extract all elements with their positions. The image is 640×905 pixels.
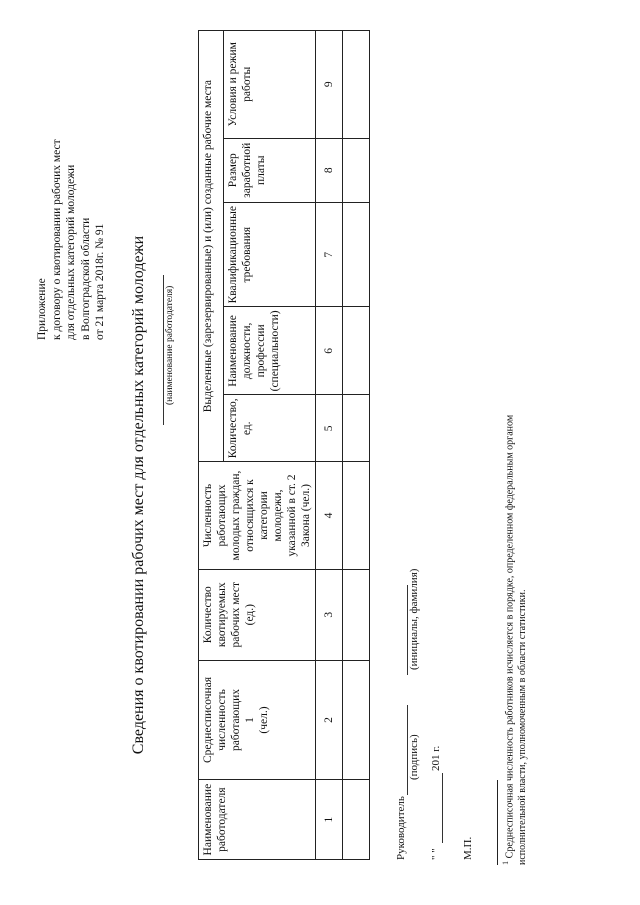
- column-number: 5: [316, 395, 343, 462]
- header-allocated-places: Выделенные (зарезервированные) и (или) созданные рабочие места: [199, 31, 224, 462]
- header-qualification: Квалификационные требования: [224, 203, 316, 307]
- column-number: 4: [316, 462, 343, 569]
- empty-data-row: [343, 31, 370, 860]
- header-quota-count: Количество квотируемых рабочих мест (ед.): [199, 569, 316, 660]
- column-number: 3: [316, 569, 343, 660]
- appendix-line-5: от 21 марта 2018г. № 91: [94, 223, 106, 340]
- footnote-rule: [497, 780, 498, 865]
- appendix-line-3: для отдельных категорий молодежи: [65, 164, 77, 340]
- appendix-line-4: в Волгоградской области: [79, 217, 92, 340]
- column-numbers-row: [316, 31, 343, 860]
- header-young-workers: Численность работающих молодых граждан, относящихся к категории молодежи, указанной в ст. 2 Закона (чел.): [199, 462, 316, 569]
- header-salary: Размер заработной платы: [224, 138, 316, 202]
- signature-caption: (подпись): [408, 734, 420, 780]
- header-avg-headcount: [199, 660, 316, 780]
- column-number: 2: [316, 660, 343, 780]
- employer-caption: (наименование работодателя): [165, 285, 175, 405]
- head-label: Руководитель: [395, 796, 407, 860]
- employer-name-line: [163, 275, 164, 425]
- column-number: 9: [316, 31, 343, 139]
- header-avg-headcount-label: Среднесписочная численность работающих: [202, 676, 242, 764]
- appendix-line-1: Приложение: [36, 278, 48, 340]
- header-count: Количество, ед.: [224, 395, 316, 462]
- date-quote: " ": [430, 848, 442, 860]
- appendix-block: [35, 139, 108, 340]
- column-number: 6: [316, 307, 343, 395]
- footnote-text: Среднесписочная численность работников исчисляется в порядке, определенном федеральным органом исполнительной власти, уполномоченным в области статистики.: [504, 414, 528, 865]
- column-number: 7: [316, 203, 343, 307]
- date-year: 201 г.: [430, 745, 442, 771]
- appendix-line-2: к договору о квотировании рабочих мест: [50, 139, 63, 340]
- quota-table: [198, 30, 370, 860]
- column-number: 8: [316, 138, 343, 202]
- header-avg-headcount-unit: (чел.): [258, 706, 270, 734]
- column-number: 1: [316, 780, 343, 860]
- header-position: Наименование должности, профессии (специальности): [224, 307, 316, 395]
- name-caption: (инициалы, фамилия): [408, 568, 420, 670]
- header-employer: Наименование работодателя: [199, 780, 316, 860]
- header-footnote-mark: 1: [244, 717, 256, 723]
- footnote: [500, 395, 529, 865]
- header-conditions: Условия и режим работы: [224, 31, 316, 139]
- stamp-label: М.П.: [462, 836, 474, 860]
- date-line: [442, 773, 443, 843]
- footnote-mark: 1: [501, 860, 510, 865]
- page-title: Сведения о квотировании рабочих мест для отдельных категорий молодежи: [130, 235, 147, 755]
